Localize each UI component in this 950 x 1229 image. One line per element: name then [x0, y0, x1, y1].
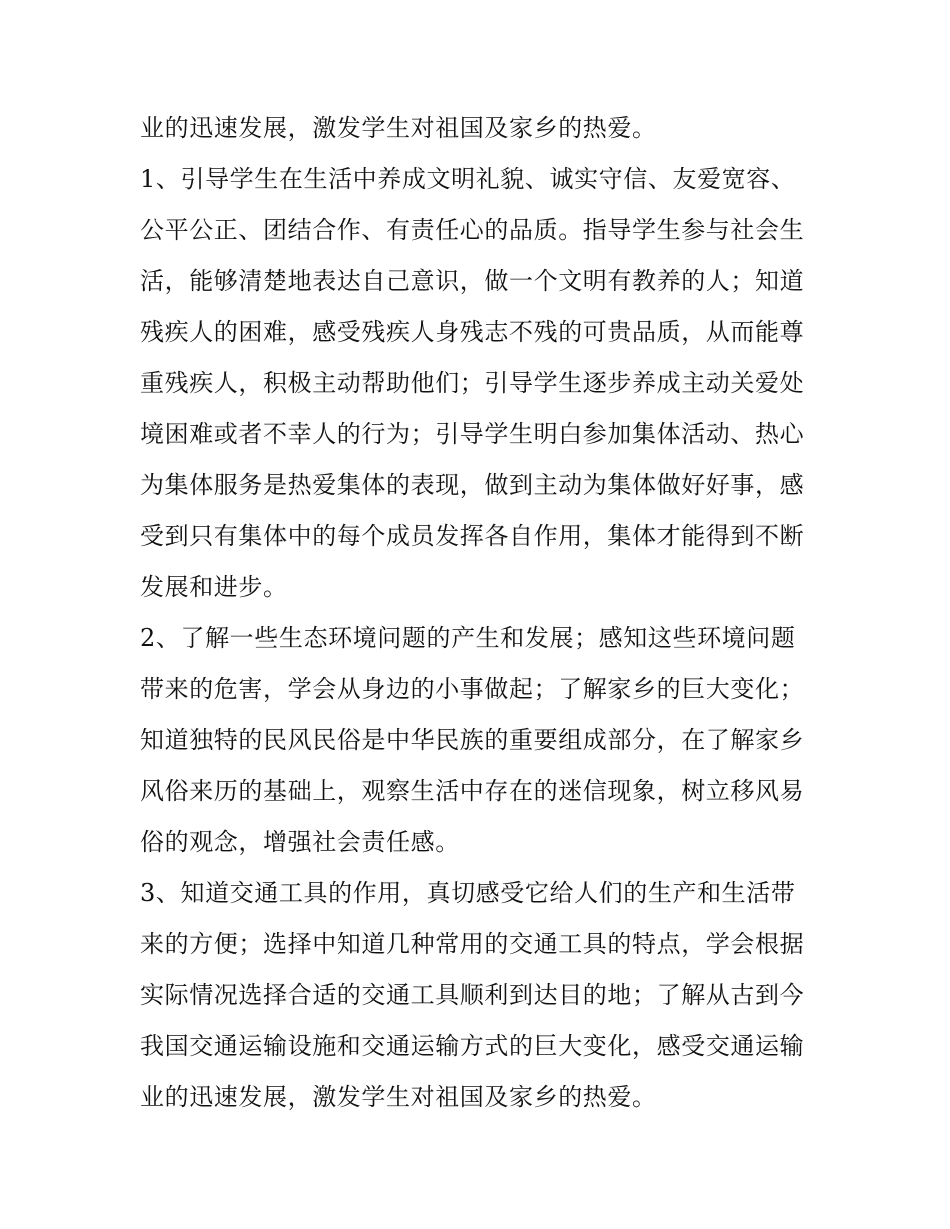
text-line: 俗的观念，增强社会责任感。 [140, 828, 460, 856]
text-line: 残疾人的困难，感受残疾人身残志不残的可贵品质，从而能尊 [140, 318, 805, 346]
text-line: 2、了解一些生态环境问题的产生和发展；感知这些环境问题 [140, 624, 796, 652]
text-line: 为集体服务是热爱集体的表现，做到主动为集体做好好事，感 [140, 471, 805, 499]
text-line: 发展和进步。 [140, 573, 288, 601]
text-line: 实际情况选择合适的交通工具顺利到达目的地；了解从古到今 [140, 981, 805, 1009]
text-line: 重残疾人，积极主动帮助他们；引导学生逐步养成主动关爱处 [140, 369, 805, 397]
text-line: 带来的危害，学会从身边的小事做起；了解家乡的巨大变化； [140, 675, 805, 703]
text-line: 业的迅速发展，激发学生对祖国及家乡的热爱。 [140, 1083, 657, 1111]
text-line: 公平公正、团结合作、有责任心的品质。指导学生参与社会生 [140, 216, 805, 244]
text-line: 境困难或者不幸人的行为；引导学生明白参加集体活动、热心 [140, 420, 805, 448]
text-line: 来的方便；选择中知道几种常用的交通工具的特点，学会根据 [140, 930, 805, 958]
text-line: 业的迅速发展，激发学生对祖国及家乡的热爱。 [140, 114, 657, 142]
text-line: 知道独特的民风民俗是中华民族的重要组成部分，在了解家乡 [140, 726, 805, 754]
text-line: 风俗来历的基础上，观察生活中存在的迷信现象，树立移风易 [140, 777, 805, 805]
text-line: 活，能够清楚地表达自己意识，做一个文明有教养的人；知道 [140, 267, 805, 295]
text-line: 我国交通运输设施和交通运输方式的巨大变化，感受交通运输 [140, 1032, 805, 1060]
text-line: 受到只有集体中的每个成员发挥各自作用，集体才能得到不断 [140, 522, 805, 550]
text-line: 1、引导学生在生活中养成文明礼貌、诚实守信、友爱宽容、 [140, 165, 796, 193]
text-line: 3、知道交通工具的作用，真切感受它给人们的生产和生活带 [140, 879, 796, 907]
